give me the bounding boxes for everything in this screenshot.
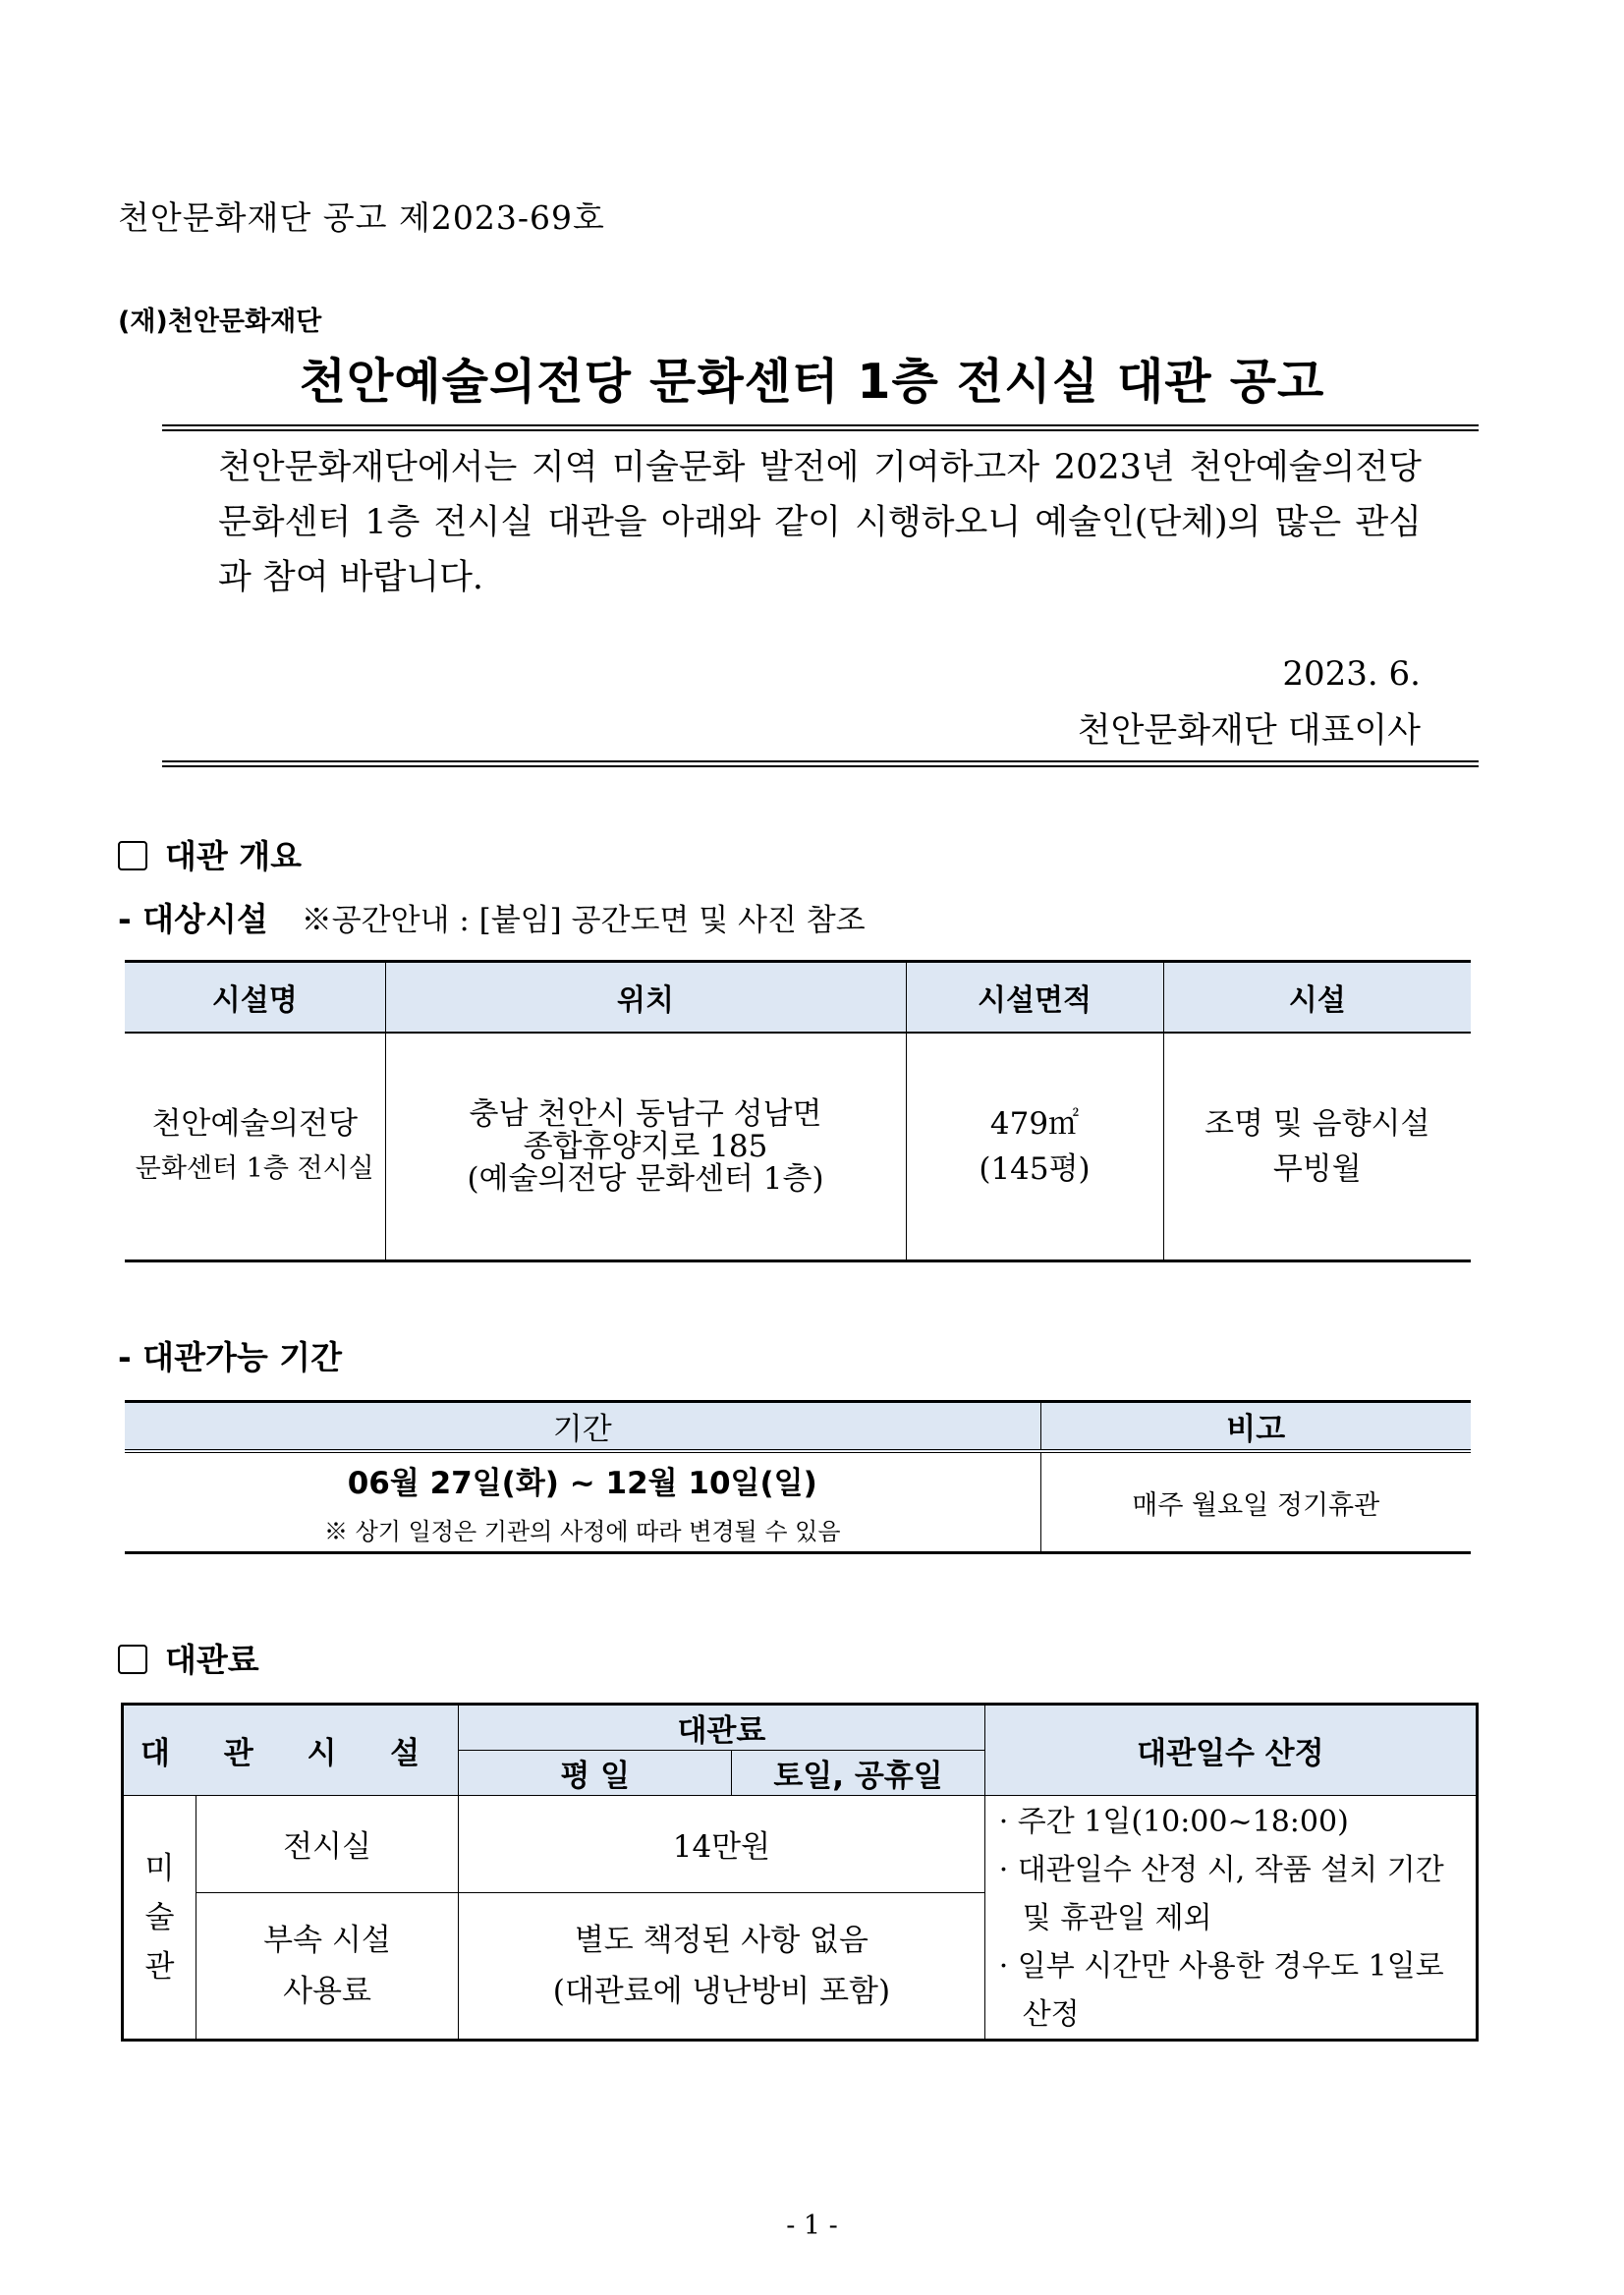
col-header-period: 기간 — [125, 1402, 1040, 1452]
group-cell-art-hall — [123, 1796, 196, 2041]
row-name-exhibition: 전시실 — [196, 1796, 458, 1893]
title-divider-bottom — [162, 760, 1479, 767]
days-rule: · 대관일수 산정 시, 작품 설치 기간 및 휴관일 제외 — [998, 1853, 1444, 1935]
remark-cell: 매주 월요일 정기휴관 — [1040, 1451, 1471, 1553]
section-heading-label: 대관료 — [165, 1641, 259, 1679]
period-value: 06월 27일(화) ~ 12월 10일(일) — [347, 1466, 817, 1501]
annex-fee-line: 별도 책정된 사항 없음 — [574, 1922, 868, 1958]
group-char: 미 — [144, 1850, 175, 1886]
group-char: 술 — [144, 1899, 175, 1935]
fee-table — [121, 1703, 1479, 2042]
equipment-line: 무빙월 — [1272, 1151, 1362, 1187]
subheading-rental-period: - 대관가능 기간 — [118, 1338, 342, 1376]
col-header-remark: 비고 — [1040, 1402, 1471, 1452]
page-number: - 1 - — [786, 2211, 838, 2241]
section-heading-label: 대관 개요 — [165, 837, 303, 875]
facility-name-cell — [125, 1033, 385, 1261]
period-table — [125, 1400, 1471, 1554]
group-char: 관 — [144, 1948, 175, 1985]
area-line: (145평) — [979, 1151, 1091, 1187]
col-header-facility-label: 대 관 시 설 — [140, 1736, 442, 1771]
area-line: 479㎡ — [989, 1106, 1080, 1142]
section-heading-overview — [118, 831, 302, 877]
row-fee-exhibition: 14만원 — [459, 1796, 985, 1893]
period-note: ※ 상기 일정은 기관의 사정에 따라 변경될 수 있음 — [323, 1518, 841, 1545]
equipment-line: 조명 및 음향시설 — [1204, 1106, 1430, 1142]
period-cell — [125, 1451, 1040, 1553]
col-header-days: 대관일수 산정 — [984, 1705, 1477, 1796]
facility-table — [125, 960, 1471, 1262]
days-rule: · 주간 1일(10:00~18:00) — [998, 1805, 1349, 1839]
location-line: (예술의전당 문화센터 1층) — [467, 1160, 824, 1197]
space-guide-note: ※공간안내 : [붙임] 공간도면 및 사진 참조 — [301, 903, 866, 938]
signer: 천안문화재단 대표이사 — [1077, 711, 1421, 751]
facility-equipment-cell — [1163, 1033, 1471, 1261]
location-line: 충남 천안시 동남구 성남면 — [469, 1095, 822, 1132]
annex-name-line: 사용료 — [283, 1973, 371, 2009]
days-rules-cell — [984, 1796, 1477, 2041]
col-header-location: 위치 — [385, 962, 906, 1034]
row-fee-annex — [459, 1892, 985, 2040]
subheading-target-facility — [118, 894, 866, 940]
location-line: 종합휴양지로 185 — [523, 1128, 768, 1164]
facility-name-line: 천안예술의전당 — [151, 1106, 359, 1142]
checkbox-square-icon — [118, 1645, 147, 1674]
col-header-name: 시설명 — [125, 962, 385, 1034]
facility-area-cell — [906, 1033, 1163, 1261]
days-rule: · 일부 시간만 사용한 경우도 1일로 산정 — [998, 1949, 1444, 2032]
annex-fee-line: (대관료에 냉난방비 포함) — [552, 1973, 891, 2009]
title-divider-top — [162, 424, 1479, 431]
organization-label: (재)천안문화재단 — [118, 307, 322, 337]
col-header-weekend: 토일, 공휴일 — [732, 1751, 984, 1796]
checkbox-square-icon — [118, 841, 147, 870]
section-heading-fees — [118, 1635, 259, 1681]
col-header-fee: 대관료 — [459, 1705, 985, 1751]
annex-name-line: 부속 시설 — [263, 1922, 391, 1958]
page-title: 천안예술의전당 문화센터 1층 전시실 대관 공고 — [299, 354, 1325, 410]
row-name-annex — [196, 1892, 458, 2040]
col-header-weekday: 평 일 — [459, 1751, 732, 1796]
col-header-facilities: 시설 — [1163, 962, 1471, 1034]
notice-number: 천안문화재단 공고 제2023-69호 — [118, 198, 605, 237]
notice-date: 2023. 6. — [1282, 654, 1421, 694]
intro-paragraph: 천안문화재단에서는 지역 미술문화 발전에 기여하고자 2023년 천안예술의전당 문화센터 1층 전시실 대관을 아래와 같이 시행하오니 예술인(단체)의 많은 관심과 참여 바랍니다. — [218, 448, 1422, 597]
facility-location-cell — [385, 1033, 906, 1261]
col-header-area: 시설면적 — [906, 962, 1163, 1034]
facility-name-line: 문화센터 1층 전시실 — [135, 1153, 374, 1184]
col-header-facility — [123, 1705, 459, 1796]
subheading-label: - 대상시설 — [118, 900, 268, 938]
